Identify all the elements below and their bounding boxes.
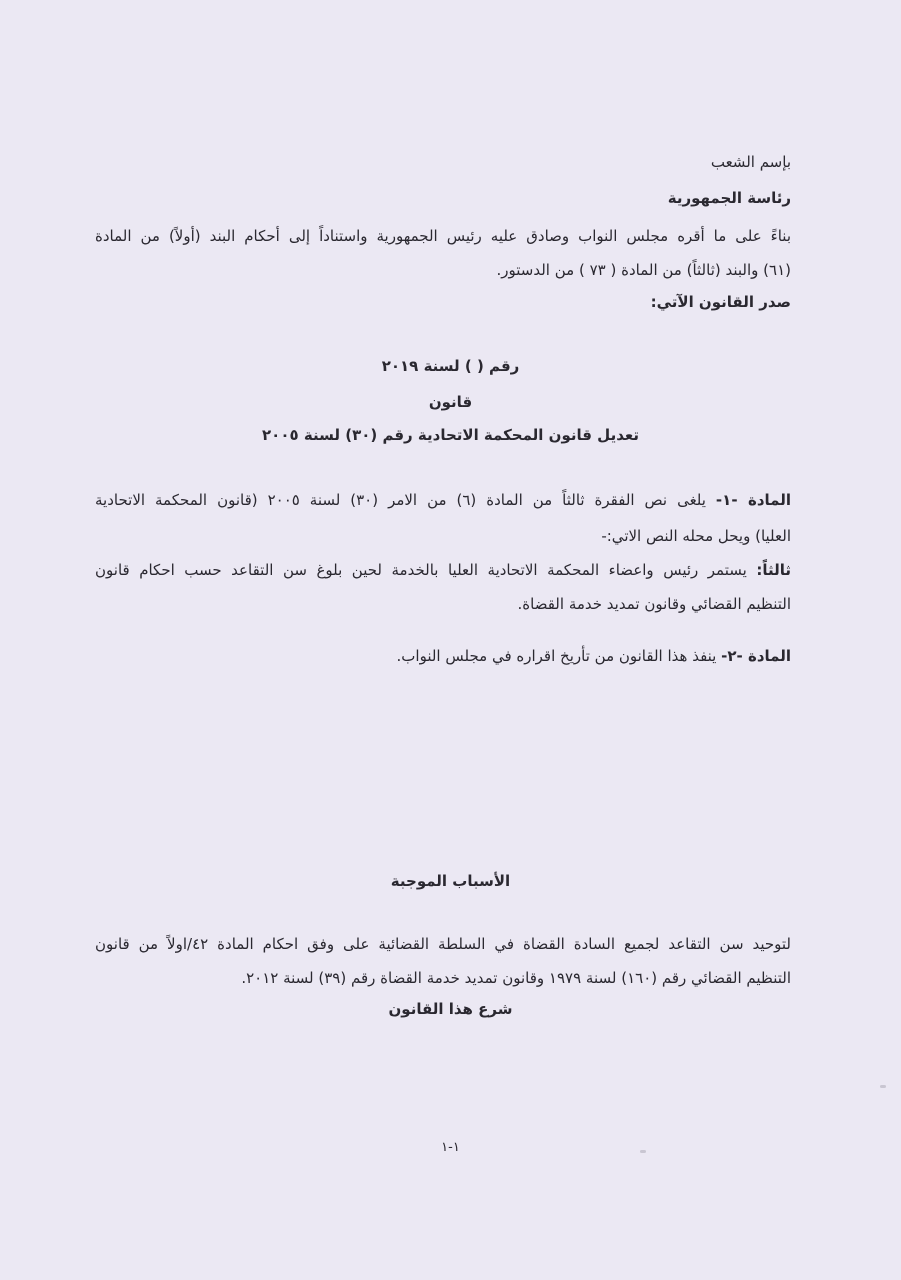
- reasons-heading: الأسباب الموجبة: [390, 872, 511, 890]
- article-1-label: المادة -١-: [715, 491, 791, 509]
- article-2-text: ينفذ هذا القانون من تأريخ اقراره في مجلس النواب.: [396, 647, 717, 665]
- page-number: ١-١: [441, 1140, 460, 1155]
- issued-line: صدر القانون الآتي:: [650, 293, 791, 311]
- article-1-line-2: العليا) ويحل محله النص الاتي:-: [601, 527, 791, 545]
- article-2-label: المادة -٢-: [721, 647, 791, 665]
- presidency-line: رئاسة الجمهورية: [667, 189, 791, 207]
- third-paragraph-line-1: [95, 560, 791, 580]
- scan-speck: [640, 1150, 646, 1153]
- scan-speck: [880, 1085, 886, 1088]
- article-1-line-1: [95, 490, 791, 510]
- closing-line: شرع هذا القانون: [388, 1000, 513, 1018]
- third-paragraph-line-2: التنظيم القضائي وقانون تمديد خدمة القضاة.: [517, 595, 791, 613]
- reasons-line-1: لتوحيد سن التقاعد لجميع السادة القضاة في السلطة القضائية على وفق احكام المادة ٤٢/اولاً من قانون: [95, 935, 791, 953]
- name-of-people-line: بإسم الشعب: [710, 153, 791, 171]
- third-text-1: يستمر رئيس واعضاء المحكمة الاتحادية العليا بالخدمة لحين بلوغ سن التقاعد حسب احكام قانون: [95, 561, 747, 579]
- law-title: تعديل قانون المحكمة الاتحادية رقم (٣٠) لسنة ٢٠٠٥: [262, 426, 639, 444]
- article-2-line: [397, 646, 791, 666]
- preamble-line-1: بناءً على ما أقره مجلس النواب وصادق عليه رئيس الجمهورية واستناداً إلى أحكام البند (أولاً) من المادة: [95, 227, 791, 245]
- third-label: ثالثاً:: [756, 561, 791, 579]
- reasons-line-2: التنظيم القضائي رقم (١٦٠) لسنة ١٩٧٩ وقانون تمديد خدمة القضاة رقم (٣٩) لسنة ٢٠١٢.: [241, 969, 791, 987]
- law-number-year: رقم ( ) لسنة ٢٠١٩: [381, 357, 520, 375]
- preamble-line-2: (٦١) والبند (ثالثاً) من المادة ( ٧٣ ) من الدستور.: [496, 261, 791, 279]
- article-1-text-1: يلغى نص الفقرة ثالثاً من المادة (٦) من الامر (٣٠) لسنة ٢٠٠٥ (قانون المحكمة الاتحادية: [95, 491, 706, 509]
- law-word: قانون: [428, 393, 473, 411]
